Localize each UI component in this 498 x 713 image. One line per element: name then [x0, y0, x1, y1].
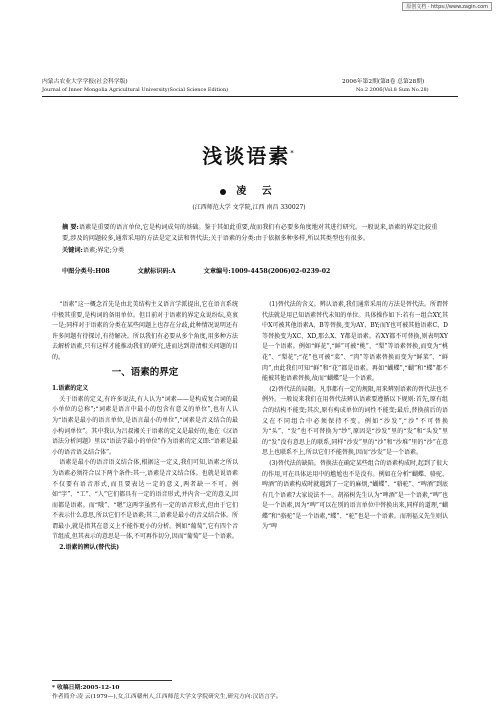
clc-number: 中图分类号:H08: [62, 268, 110, 275]
article-number: 文章编号:1009-4458(2006)02-0239-02: [203, 268, 331, 275]
body-paragraph: (3)替代法的缺陷。替换法在确定某些组合的语素构成时,起到了很大的作用,可在具体运用中的尴尬也不是没有。例如在分析“蝴蝶、骆驼、啤酒”的语素构成时就遇到了一定的麻烦,“蝴蝶”、“骆驼”、“啤酒”到底有几个语素?大家说法不一。胡裕树先生认为“啤酒”是一个语素,“啤”也是一个语素,因为“啤”可以在别的语言单位中替换出来,同样的道理,“蝴蝶”和“骆驼”是一个语素,“蝶”、“驼”也是一个语素。而刑福义先生则认为“啤: [262, 459, 448, 531]
issue-en: No.2 2006(Vol.8 Sum No.28): [356, 87, 429, 93]
body-paragraph: 关于语素的定义,有许多说法,有人认为“词素——是构成复合词的最小单位的总称”;“词素是语言中最小的包含有意义的单位”,也有人认为“语素是最小的语言单位,是语言最小的单位”,“词素是音义结合的最小构词单位”。其中我认为吕叔湘关于语素的定义是最好的,他在《汉语语法分析问题》里以“语法学最小的单位”作为语素的定义即:“语素是最小的语音语义结合体”。: [52, 395, 238, 456]
body-paragraph: (1)替代法的含义。辨认语素,我们通常采用的方法是替代法。所谓替代法就是用已知语素替代未知的单位。具体操作如下:若有一组合XY,其中X可被其他语素A、B等替换,变为AY、BY;而Y也可被其他语素C、D等替换变为XC、XD,那么X、Y都是语素。若XY都不可替换,则表明XY是一个语素。例如“鲜花”,“鲜”可被“桃”、“梨”等语素替换,而变为“桃花”、“梨花”;“花”也可被“菜”、“肉”等语素替换而变为“鲜菜”、“鲜肉”,由此我们可知“鲜”和“花”都是语素。再如“蝴蝶”,“蝴”和“蝶”都不能被其他语素替换,故而“蝴蝶”是一个语素。: [262, 301, 448, 383]
keywords-text: 语素;界定;分类: [82, 246, 125, 254]
section-heading-definition: 一、语素的界定: [111, 366, 179, 378]
footnote: [52, 684, 382, 702]
received-date: * 收稿日期:2005-12-10: [52, 685, 120, 691]
left-column: [52, 300, 238, 554]
journal-name-cn: 内蒙古农业大学学报(社会科学版): [42, 79, 128, 85]
document-code: 文献标识码:A: [137, 268, 176, 275]
abstract-text: 语素是重要的语言单位,它是构词成句的基础。鉴于其如此重要,故而我们有必要多角度地对其进行研究。一般说来,语素的界定比较重要,涉及的问题较多,通常采用的方法是定义法和替代法;关于语素的分类:由于依据多种多样,所以其类型也有很多。: [62, 224, 438, 243]
footnote-rule: [52, 680, 172, 681]
abstract: [62, 222, 444, 256]
issue-cn: 2006年第2期(第8卷 总第28期): [342, 79, 425, 85]
body-paragraph: 语素是最小的语音语义结合体,根据这一定义,我们可知,语素之所以为语素必须符合以下两个条件:其一,语素是音义结合体。也就是说语素不仅要有语音形式,而且要表达一定的意义,两者缺一不可。例如“字”、“工”、“人”它们都具有一定的语音形式,并内含一定的意义,因而都是语素。而“哦”、“嗯”这两字虽然有一定的语音形式,但由于它们不表示什么意思,所以它们不是语素;其二,语素是最小的音义结合体。所谓最小,就是指其在意义上不能作更小的分析。例如“葡萄”,它有四个音节组成,但其表示的意思是一体,不可再作切分,因而“葡萄”是一个语素。: [52, 459, 238, 541]
affiliation: (江西师范大学 文学院,江西 南昌 330027): [192, 204, 306, 211]
author-line: [0, 182, 498, 197]
title-footnote-mark: *: [290, 149, 296, 158]
journal-name-en: Journal of Inner Mongolia Agricultural University(Social Science Edition): [42, 87, 229, 93]
right-column: [262, 300, 448, 533]
subsection-heading-definition: 1.语素的定义: [52, 385, 89, 393]
intro-paragraph: “语素”这一概念首先是由北美结构主义语言学派提出,它在语言系统中极其重要,是构词的备用单位。但目前对于语素的界定众说纷纭,莫衷一是;同样对于语素的分类在某些问题上也存在分歧,此种情况说明还有许多问题有待探讨,有待解决。所以我们有必要从多个角度,用多种方法去解析语素,只有这样才能推动我们的研究,进而达到澄清相关问题的目的。: [52, 301, 238, 361]
keywords-label: 关键词:: [62, 246, 83, 254]
header-rule: [42, 96, 458, 97]
subsection-heading-identification: 2.语素的辨认(替代法): [59, 544, 120, 552]
classification-line: [62, 266, 446, 275]
bullet-icon: [220, 189, 226, 195]
author-bio: 作者简介:凌 云(1979—),女,江西赣州人,江西师范大学文学院研究生,研究方向:汉语言学。: [52, 694, 282, 700]
abstract-label: 摘 要:: [62, 224, 79, 231]
source-watermark: 原创文档 · https://www.zagin.com: [402, 2, 492, 11]
article-title: 浅谈语素*: [202, 144, 296, 168]
author-name: 凌 云: [236, 186, 278, 197]
body-paragraph: (2)替代法的局限。凡事都有一定的规限,用来辨别语素的替代法也不例外。一般说来我们在用替代法辨认语素要遵循以下规则:首先,原有组合的结构不能变;其次,原有构成单位的词性不能变;最后,替换前后的语义在不同组合中必须保持不变。例如“沙发”,“沙”不可替换为“头”、“发”也不可替换为“纱”,原因是“沙发”里的“发”和“头发”里的“发”没有意思上的联系,同样“沙发”里的“沙”和“沙堆”里的“沙”在意思上也联系不上,所以它们不能替换,因而“沙发”是一个语素。: [262, 385, 448, 457]
